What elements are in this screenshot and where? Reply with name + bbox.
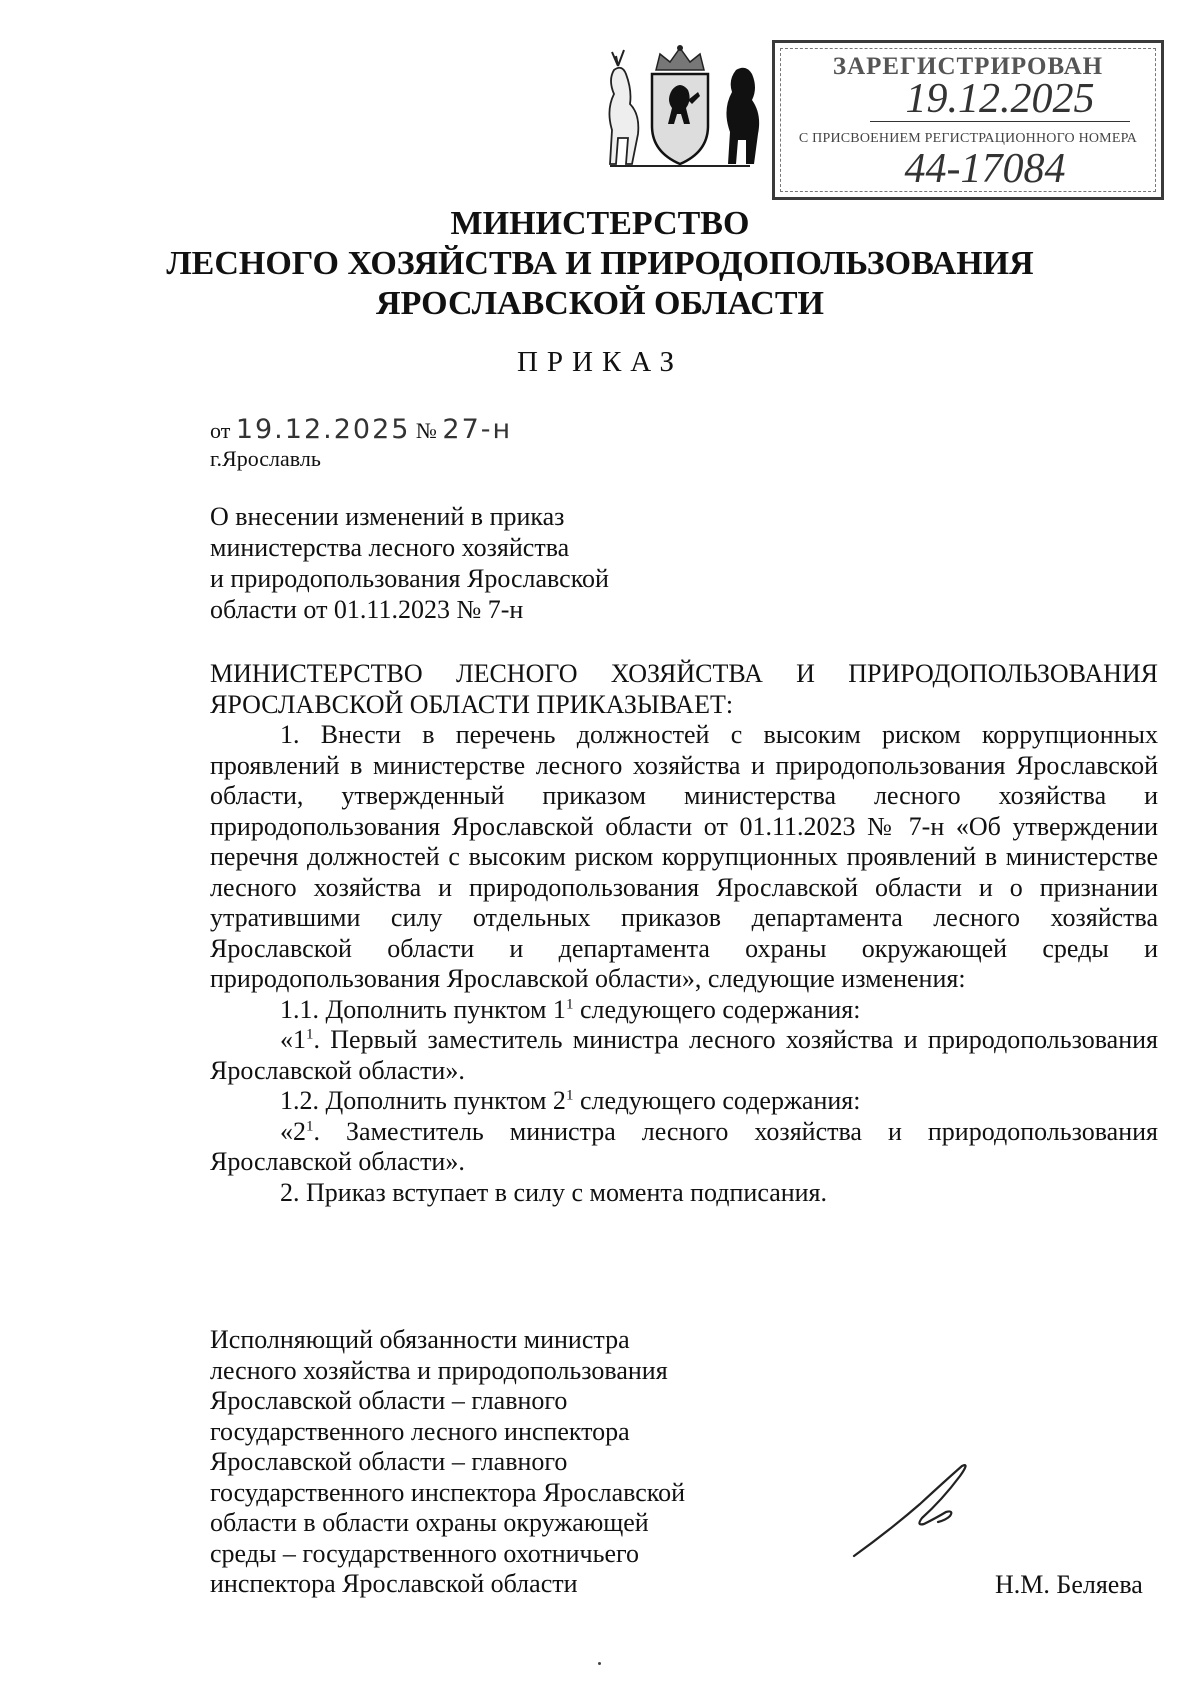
signatory-line: государственного лесного инспектора bbox=[210, 1416, 630, 1446]
city: г.Ярославль bbox=[210, 446, 321, 471]
number-prefix: № bbox=[415, 418, 437, 443]
order-number: 27-н bbox=[442, 414, 513, 445]
header-line-2: ЛЕСНОГО ХОЗЯЙСТВА И ПРИРОДОПОЛЬЗОВАНИЯ bbox=[166, 245, 1034, 282]
stamp-date: 19.12.2025 bbox=[870, 77, 1130, 122]
paragraph-2: 2. Приказ вступает в силу с момента подписания. bbox=[280, 1177, 828, 1207]
paragraph-1: 1. Внести в перечень должностей с высоким риском коррупционных проявлений в министерстве лесного хозяйства и природопользования Ярославской области, утвержденный приказом министерства лесного хозяйства и природопользования Ярославской области от 01.11.2023 № 7-н «Об утверждении перечня должностей с высоким риском коррупционных проявлений в министерстве лесного хозяйства и природопользования Ярославской области и о признании утратившими силу отдельных приказов департамента лесного хозяйства Ярославской области и департамента охраны окружающей среды и природопользования Ярославской области», следующие изменения: bbox=[210, 720, 1158, 993]
paragraph-1-2: 1.2. Дополнить пунктом $2^1$ следующего содержания: bbox=[280, 1086, 861, 1115]
header-line-1: МИНИСТЕРСТВО bbox=[450, 205, 750, 242]
subject-line-1: О внесении изменений в приказ bbox=[210, 502, 565, 531]
signatory-line: Ярославской области – главного bbox=[210, 1386, 568, 1415]
signatory-line: области в области охраны окружающей bbox=[210, 1508, 649, 1537]
subject-line-2: министерства лесного хозяйства bbox=[210, 533, 570, 562]
subject-line-3: и природопользования Ярославской bbox=[210, 564, 609, 593]
signatory-line: Исполняющий обязанности министра bbox=[210, 1325, 630, 1354]
stamp-subtitle: С ПРИСВОЕНИЕМ РЕГИСТРАЦИОННОГО НОМЕРА bbox=[798, 131, 1138, 146]
quote-2: «$2^1$. Заместитель министра лесного хозяйства и природопользования Ярославской области». bbox=[210, 1116, 1158, 1176]
signatory-line: Ярославской области – главного bbox=[210, 1447, 568, 1476]
preamble: МИНИСТЕРСТВО ЛЕСНОГО ХОЗЯЙСТВА И ПРИРОДОПОЛЬЗОВАНИЯ ЯРОСЛАВСКОЙ ОБЛАСТИ ПРИКАЗЫВАЕТ: bbox=[210, 659, 1158, 719]
quote-1: «$1^1$. Первый заместитель министра лесного хозяйства и природопользования Ярославской области». bbox=[210, 1025, 1158, 1085]
ministry-header bbox=[100, 204, 1100, 324]
handwritten-signature-icon bbox=[850, 1460, 980, 1560]
signatory-line: государственного инспектора Ярославской bbox=[210, 1477, 686, 1507]
stamp-number: 44-17084 bbox=[904, 146, 1066, 192]
order-date: 19.12.2025 bbox=[235, 414, 411, 445]
scan-dot bbox=[598, 1662, 601, 1665]
order-subject bbox=[210, 501, 680, 625]
registration-stamp bbox=[772, 40, 1164, 200]
paragraph-1-1: 1.1. Дополнить пунктом $1^1$ следующего содержания: bbox=[280, 994, 861, 1024]
signatory-line: лесного хозяйства и природопользования bbox=[210, 1355, 668, 1385]
signatory-line: среды – государственного охотничьего bbox=[210, 1538, 640, 1568]
coat-of-arms-icon bbox=[590, 40, 770, 180]
stamp-title: ЗАРЕГИСТРИРОВАН bbox=[832, 53, 1104, 80]
subject-line-4: области от 01.11.2023 № 7-н bbox=[210, 595, 524, 624]
signer-name: Н.М. Беляева bbox=[995, 1570, 1143, 1599]
from-prefix: от bbox=[210, 418, 231, 443]
signatory-line: инспектора Ярославской области bbox=[210, 1569, 578, 1598]
order-body bbox=[210, 659, 1158, 1208]
order-date-number bbox=[210, 416, 512, 445]
header-line-3: ЯРОСЛАВСКОЙ ОБЛАСТИ bbox=[376, 285, 824, 322]
signatory-title bbox=[210, 1325, 750, 1600]
document-type: ПРИКАЗ bbox=[516, 346, 684, 378]
